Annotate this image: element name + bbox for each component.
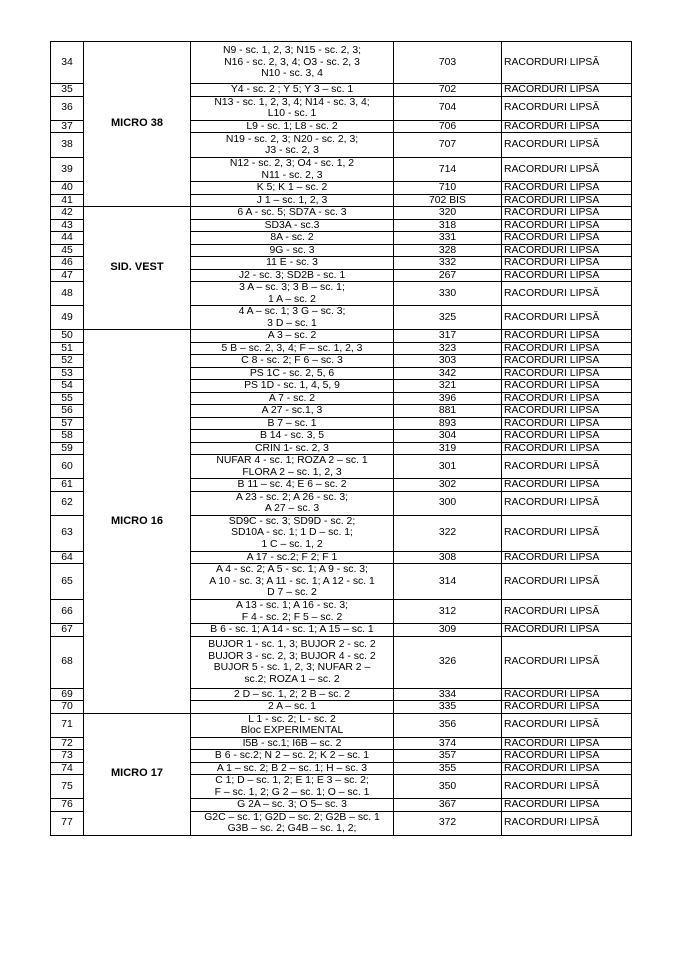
status-cell: RACORDURI LIPSĂ	[502, 515, 632, 551]
address-cell: NUFAR 4 - sc. 1; ROZA 2 – sc. 1 FLORA 2 – sc. 1, 2, 3	[191, 455, 394, 479]
address-cell: SD3A - sc.3	[191, 219, 394, 232]
zone-label: MICRO 38	[84, 42, 191, 207]
address-cell: G2C – sc. 1; G2D – sc. 2; G2B – sc. 1 G3B – sc. 2; G4B – sc. 1, 2;	[191, 811, 394, 835]
code-cell: 326	[394, 636, 502, 688]
code-cell: 317	[394, 330, 502, 343]
code-cell: 372	[394, 811, 502, 835]
address-cell: A 27 - sc.1, 3	[191, 405, 394, 418]
code-cell: 304	[394, 430, 502, 443]
row-number: 39	[51, 158, 84, 182]
row-number: 58	[51, 430, 84, 443]
code-cell: 357	[394, 750, 502, 763]
address-cell: J 1 – sc. 1, 2, 3	[191, 194, 394, 207]
code-cell: 308	[394, 551, 502, 564]
row-number: 36	[51, 96, 84, 120]
address-cell: B 11 – sc. 4; E 6 – sc. 2	[191, 479, 394, 492]
status-cell: RACORDURI LIPSĂ	[502, 775, 632, 799]
address-cell: G 2A – sc. 3; O 5– sc. 3	[191, 799, 394, 812]
code-cell: 320	[394, 207, 502, 220]
row-number: 65	[51, 564, 84, 600]
address-cell: 9G - sc. 3	[191, 244, 394, 257]
row-number: 75	[51, 775, 84, 799]
status-cell: RACORDURI LIPSĂ	[502, 737, 632, 750]
address-cell: SD9C - sc. 3; SD9D - sc. 2; SD10A - sc. 1; 1 D – sc. 1; 1 C – sc. 1, 2	[191, 515, 394, 551]
row-number: 38	[51, 133, 84, 158]
status-cell: RACORDURI LIPSĂ	[502, 713, 632, 737]
address-cell: 3 A – sc. 3; 3 B – sc. 1; 1 A – sc. 2	[191, 282, 394, 306]
code-cell: 342	[394, 367, 502, 380]
row-number: 56	[51, 405, 84, 418]
document-table	[50, 41, 632, 836]
row-number: 35	[51, 84, 84, 97]
status-cell: RACORDURI LIPSĂ	[502, 688, 632, 701]
address-cell: 4 A – sc. 1; 3 G – sc. 3; 3 D – sc. 1	[191, 306, 394, 330]
row-number: 45	[51, 244, 84, 257]
row-number: 34	[51, 42, 84, 84]
code-cell: 331	[394, 232, 502, 245]
row-number: 64	[51, 551, 84, 564]
status-cell: RACORDURI LIPSĂ	[502, 120, 632, 133]
table-row	[51, 330, 632, 343]
address-cell: PS 1C - sc. 2, 5, 6	[191, 367, 394, 380]
status-cell: RACORDURI LIPSĂ	[502, 636, 632, 688]
status-cell: RACORDURI LIPSĂ	[502, 158, 632, 182]
table-row	[51, 713, 632, 737]
code-cell: 302	[394, 479, 502, 492]
row-number: 46	[51, 257, 84, 270]
code-cell: 356	[394, 713, 502, 737]
address-cell: B 6 - sc.2; N 2 – sc. 2; K 2 – sc. 1	[191, 750, 394, 763]
status-cell: RACORDURI LIPSĂ	[502, 96, 632, 120]
row-number: 61	[51, 479, 84, 492]
status-cell: RACORDURI LIPSĂ	[502, 479, 632, 492]
address-cell: L 1 - sc. 2; L - sc. 2 Bloc EXPERIMENTAL	[191, 713, 394, 737]
address-cell: 2 A – sc. 1	[191, 701, 394, 714]
status-cell: RACORDURI LIPSĂ	[502, 417, 632, 430]
address-cell: 8A - sc. 2	[191, 232, 394, 245]
address-cell: B 7 – sc. 1	[191, 417, 394, 430]
code-cell: 396	[394, 392, 502, 405]
row-number: 74	[51, 762, 84, 775]
code-cell: 323	[394, 342, 502, 355]
address-cell: A 3 – sc. 2	[191, 330, 394, 343]
address-cell: A 13 - sc. 1; A 16 - sc. 3; F 4 - sc. 2; F 5 – sc. 2	[191, 600, 394, 624]
code-cell: 328	[394, 244, 502, 257]
code-cell: 702 BIS	[394, 194, 502, 207]
table-body	[51, 42, 632, 836]
row-number: 67	[51, 624, 84, 637]
row-number: 52	[51, 355, 84, 368]
code-cell: 332	[394, 257, 502, 270]
code-cell: 312	[394, 600, 502, 624]
row-number: 76	[51, 799, 84, 812]
code-cell: 314	[394, 564, 502, 600]
row-number: 49	[51, 306, 84, 330]
row-number: 37	[51, 120, 84, 133]
row-number: 59	[51, 442, 84, 455]
table-row	[51, 207, 632, 220]
address-cell: K 5; K 1 – sc. 2	[191, 182, 394, 195]
status-cell: RACORDURI LIPSĂ	[502, 355, 632, 368]
row-number: 63	[51, 515, 84, 551]
code-cell: 300	[394, 491, 502, 515]
address-cell: N19 - sc. 2, 3; N20 - sc. 2, 3; J3 - sc. 2, 3	[191, 133, 394, 158]
code-cell: 319	[394, 442, 502, 455]
row-number: 44	[51, 232, 84, 245]
row-number: 55	[51, 392, 84, 405]
code-cell: 374	[394, 737, 502, 750]
row-number: 66	[51, 600, 84, 624]
status-cell: RACORDURI LIPSĂ	[502, 207, 632, 220]
row-number: 62	[51, 491, 84, 515]
row-number: 41	[51, 194, 84, 207]
row-number: 60	[51, 455, 84, 479]
address-cell: 5 B – sc. 2, 3, 4; F – sc. 1, 2, 3	[191, 342, 394, 355]
row-number: 48	[51, 282, 84, 306]
status-cell: RACORDURI LIPSĂ	[502, 564, 632, 600]
status-cell: RACORDURI LIPSĂ	[502, 244, 632, 257]
address-cell: B 6 - sc. 1; A 14 - sc. 1; A 15 – sc. 1	[191, 624, 394, 637]
code-cell: 335	[394, 701, 502, 714]
code-cell: 309	[394, 624, 502, 637]
row-number: 43	[51, 219, 84, 232]
row-number: 42	[51, 207, 84, 220]
status-cell: RACORDURI LIPSĂ	[502, 232, 632, 245]
address-cell: 2 D – sc. 1, 2; 2 B – sc. 2	[191, 688, 394, 701]
code-cell: 355	[394, 762, 502, 775]
code-cell: 322	[394, 515, 502, 551]
row-number: 70	[51, 701, 84, 714]
code-cell: 267	[394, 269, 502, 282]
address-cell: N12 - sc. 2, 3; O4 - sc. 1, 2 N11 - sc. 2, 3	[191, 158, 394, 182]
code-cell: 706	[394, 120, 502, 133]
address-cell: 11 E - sc. 3	[191, 257, 394, 270]
code-cell: 881	[394, 405, 502, 418]
status-cell: RACORDURI LIPSĂ	[502, 442, 632, 455]
status-cell: RACORDURI LIPSĂ	[502, 282, 632, 306]
row-number: 68	[51, 636, 84, 688]
address-cell: A 1 – sc. 2; B 2 – sc. 1; H – sc. 3	[191, 762, 394, 775]
status-cell: RACORDURI LIPSĂ	[502, 762, 632, 775]
code-cell: 318	[394, 219, 502, 232]
code-cell: 703	[394, 42, 502, 84]
row-number: 71	[51, 713, 84, 737]
code-cell: 330	[394, 282, 502, 306]
status-cell: RACORDURI LIPSĂ	[502, 84, 632, 97]
status-cell: RACORDURI LIPSĂ	[502, 750, 632, 763]
code-cell: 325	[394, 306, 502, 330]
code-cell: 303	[394, 355, 502, 368]
address-cell: A 4 - sc. 2; A 5 - sc. 1; A 9 - sc. 3; A 10 - sc. 3; A 11 - sc. 1; A 12 - sc. 1 D 7 – sc. 2	[191, 564, 394, 600]
status-cell: RACORDURI LIPSĂ	[502, 257, 632, 270]
status-cell: RACORDURI LIPSĂ	[502, 194, 632, 207]
code-cell: 707	[394, 133, 502, 158]
code-cell: 714	[394, 158, 502, 182]
code-cell: 710	[394, 182, 502, 195]
address-cell: C 1; D – sc. 1, 2; E 1; E 3 – sc. 2; F – sc. 1, 2; G 2 – sc. 1; O – sc. 1	[191, 775, 394, 799]
row-number: 54	[51, 380, 84, 393]
address-cell: BUJOR 1 - sc. 1, 3; BUJOR 2 - sc. 2 BUJOR 3 - sc. 2, 3; BUJOR 4 - sc. 2 BUJOR 5 - sc. 1, 2, 3; NUFAR 2 – sc.2; ROZA 1 – sc. 2	[191, 636, 394, 688]
row-number: 51	[51, 342, 84, 355]
status-cell: RACORDURI LIPSĂ	[502, 269, 632, 282]
status-cell: RACORDURI LIPSĂ	[502, 491, 632, 515]
status-cell: RACORDURI LIPSĂ	[502, 380, 632, 393]
row-number: 77	[51, 811, 84, 835]
status-cell: RACORDURI LIPSĂ	[502, 42, 632, 84]
zone-label: MICRO 17	[84, 713, 191, 835]
row-number: 40	[51, 182, 84, 195]
zone-label: MICRO 16	[84, 330, 191, 714]
row-number: 47	[51, 269, 84, 282]
code-cell: 321	[394, 380, 502, 393]
status-cell: RACORDURI LIPSĂ	[502, 624, 632, 637]
status-cell: RACORDURI LIPSĂ	[502, 405, 632, 418]
address-cell: A 7 - sc. 2	[191, 392, 394, 405]
address-cell: N13 - sc. 1, 2, 3, 4; N14 - sc. 3, 4; L10 - sc. 1	[191, 96, 394, 120]
address-cell: A 17 - sc.2; F 2; F 1	[191, 551, 394, 564]
address-cell: J2 - sc. 3; SD2B - sc. 1	[191, 269, 394, 282]
code-cell: 301	[394, 455, 502, 479]
row-number: 73	[51, 750, 84, 763]
row-number: 72	[51, 737, 84, 750]
zone-label: SID. VEST	[84, 207, 191, 330]
address-cell: A 23 - sc. 2; A 26 - sc. 3; A 27 – sc. 3	[191, 491, 394, 515]
status-cell: RACORDURI LIPSĂ	[502, 430, 632, 443]
status-cell: RACORDURI LIPSĂ	[502, 392, 632, 405]
status-cell: RACORDURI LIPSĂ	[502, 182, 632, 195]
status-cell: RACORDURI LIPSĂ	[502, 306, 632, 330]
address-cell: PS 1D - sc. 1, 4, 5, 9	[191, 380, 394, 393]
status-cell: RACORDURI LIPSĂ	[502, 455, 632, 479]
code-cell: 367	[394, 799, 502, 812]
address-cell: CRIN 1- sc. 2, 3	[191, 442, 394, 455]
address-cell: N9 - sc. 1, 2, 3; N15 - sc. 2, 3; N16 - sc. 2, 3, 4; O3 - sc. 2, 3 N10 - sc. 3, 4	[191, 42, 394, 84]
table-row	[51, 42, 632, 84]
status-cell: RACORDURI LIPSĂ	[502, 799, 632, 812]
code-cell: 334	[394, 688, 502, 701]
code-cell: 350	[394, 775, 502, 799]
address-cell: L9 - sc. 1; L8 - sc. 2	[191, 120, 394, 133]
status-cell: RACORDURI LIPSĂ	[502, 367, 632, 380]
status-cell: RACORDURI LIPSĂ	[502, 811, 632, 835]
address-cell: Y4 - sc. 2 ; Y 5; Y 3 – sc. 1	[191, 84, 394, 97]
status-cell: RACORDURI LIPSĂ	[502, 330, 632, 343]
address-cell: I5B - sc.1; I6B – sc. 2	[191, 737, 394, 750]
status-cell: RACORDURI LIPSĂ	[502, 133, 632, 158]
code-cell: 893	[394, 417, 502, 430]
row-number: 53	[51, 367, 84, 380]
status-cell: RACORDURI LIPSĂ	[502, 342, 632, 355]
address-cell: B 14 - sc. 3, 5	[191, 430, 394, 443]
address-cell: 6 A - sc. 5; SD7A - sc. 3	[191, 207, 394, 220]
address-cell: C 8 - sc. 2; F 6 – sc. 3	[191, 355, 394, 368]
code-cell: 704	[394, 96, 502, 120]
row-number: 57	[51, 417, 84, 430]
status-cell: RACORDURI LIPSĂ	[502, 701, 632, 714]
status-cell: RACORDURI LIPSĂ	[502, 600, 632, 624]
row-number: 50	[51, 330, 84, 343]
status-cell: RACORDURI LIPSĂ	[502, 219, 632, 232]
row-number: 69	[51, 688, 84, 701]
code-cell: 702	[394, 84, 502, 97]
status-cell: RACORDURI LIPSĂ	[502, 551, 632, 564]
